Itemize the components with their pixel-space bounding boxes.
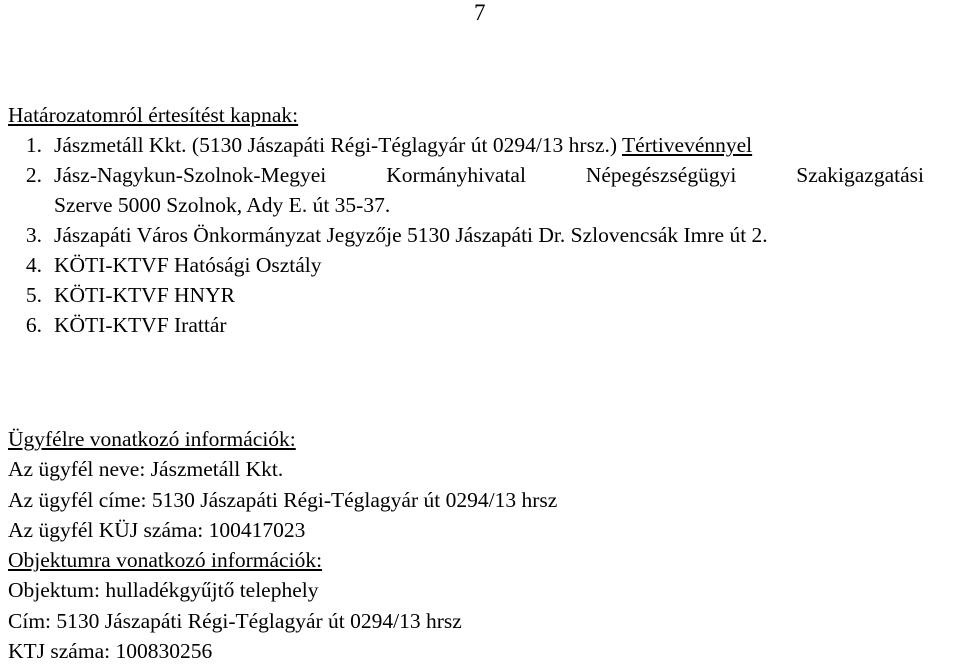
list-item-text: KÖTI-KTVF Irattár: [54, 313, 227, 337]
list-item-text: Jászmetáll Kkt. (5130 Jászapáti Régi-Téglagyár út 0294/13 hrsz.) Tértivevénnyel: [54, 133, 753, 157]
list-item-number: 3.: [25, 223, 42, 247]
object-ktj-number: KTJ száma: 100830256: [8, 639, 213, 664]
list-item-number: 4.: [25, 253, 42, 277]
list-item-text: Jászapáti Város Önkormányzat Jegyzője 5130 Jászapáti Dr. Szlovencsák Imre út 2.: [54, 223, 768, 247]
object-name: Objektum: hulladékgyűjtő telephely: [8, 578, 319, 603]
list-item-text: KÖTI-KTVF Hatósági Osztály: [54, 253, 322, 277]
delivery-method: Tértivevénnyel: [622, 133, 753, 157]
page-number: 7: [474, 0, 486, 25]
list-item-number: 2.: [25, 163, 42, 187]
list-item-text: KÖTI-KTVF HNYR: [54, 283, 235, 307]
client-address: Az ügyfél címe: 5130 Jászapáti Régi-Téglagyár út 0294/13 hrsz: [8, 487, 558, 512]
list-item: [8, 250, 958, 280]
recipient-list: [8, 130, 958, 340]
list-item-number: 1.: [25, 133, 42, 157]
list-item-number: 5.: [25, 283, 42, 307]
notification-heading: Határozatomról értesítést kapnak:: [8, 103, 299, 127]
list-item: [8, 220, 958, 250]
list-item: [8, 310, 958, 340]
information-section: [8, 424, 958, 666]
list-item: [8, 280, 958, 310]
notification-section: [8, 100, 958, 340]
client-name: Az ügyfél neve: Jászmetáll Kkt.: [8, 457, 284, 482]
list-item: [8, 130, 958, 160]
object-address: Cím: 5130 Jászapáti Régi-Téglagyár út 0294/13 hrsz: [8, 608, 462, 633]
object-heading: Objektumra vonatkozó információk:: [8, 548, 323, 573]
client-heading: Ügyfélre vonatkozó információk:: [8, 427, 296, 451]
list-item: [8, 160, 958, 220]
list-item-number: 6.: [25, 313, 42, 337]
list-item-text-continued: Szerve 5000 Szolnok, Ady E. út 35-37.: [54, 193, 391, 217]
list-item-text: Jász-Nagykun-Szolnok-Megyei Kormányhivatal Népegészségügyi Szakigazgatási: [54, 163, 924, 187]
client-kuj-number: Az ügyfél KÜJ száma: 100417023: [8, 517, 306, 542]
